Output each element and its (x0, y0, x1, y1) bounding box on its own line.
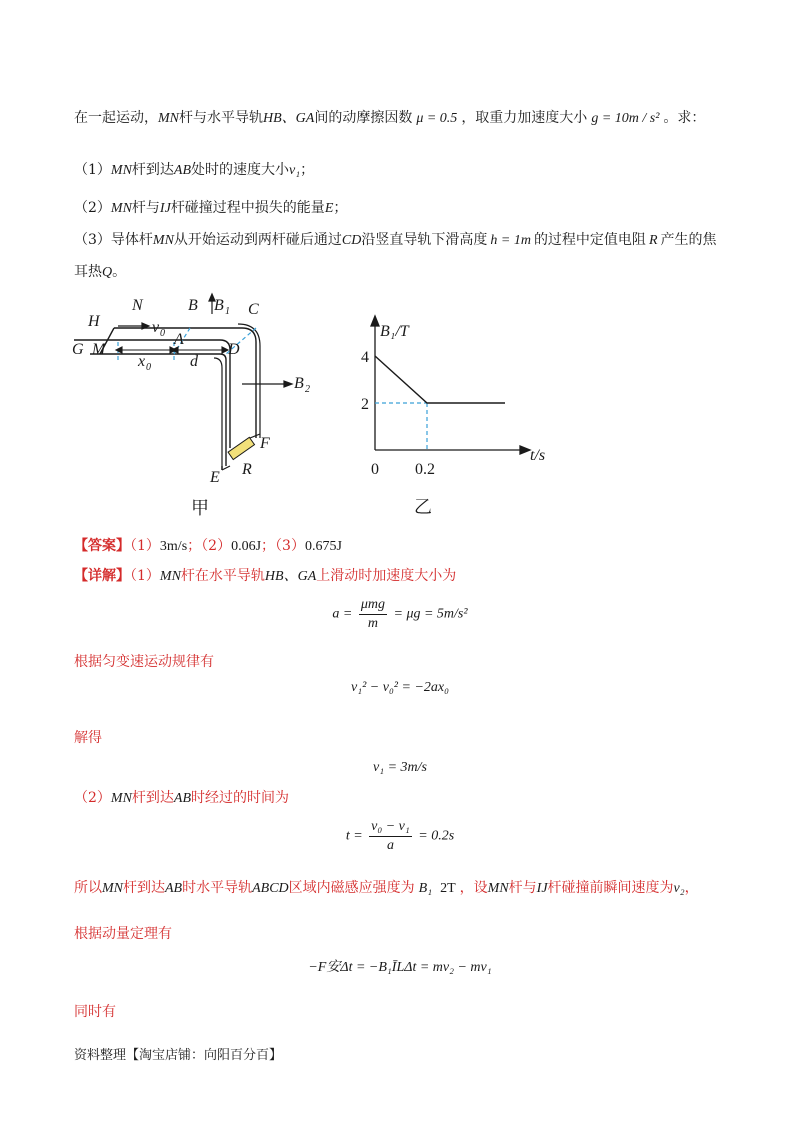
eq-num: μmg (359, 596, 387, 615)
question-number: （2） (74, 200, 111, 216)
figure-yi-chart (350, 310, 570, 520)
question-text: ； (333, 200, 348, 216)
question-3 (74, 230, 717, 251)
eq1-fraction (359, 596, 387, 633)
mn-symbol: MN (487, 881, 509, 896)
intro-text: 杆与水平导轨 (179, 110, 263, 126)
intro-text: 。求： (663, 110, 706, 126)
question-text: 沿竖直导轨下滑高度 (361, 232, 488, 248)
label-f: F (260, 435, 270, 452)
solution-number: （1） (130, 568, 160, 584)
solution-text: 杆在水平导轨 (180, 568, 265, 584)
eq-num: v₀ − v₁ (369, 818, 412, 837)
also-label: 同时有 (74, 1004, 116, 1020)
label-g: G (72, 341, 84, 358)
question-text: 耳热 (74, 264, 102, 280)
v1-symbol: v₁ (289, 163, 301, 178)
solution-text: 所以 (74, 880, 102, 896)
solution-text: 时经过的时间为 (191, 790, 290, 806)
rail-symbols: HB、GA (264, 569, 317, 584)
answer-sep: ； (261, 538, 276, 554)
caption-yi: 乙 (414, 497, 432, 518)
answer-part: （3） (275, 538, 305, 554)
question-text: 导体杆 (110, 232, 153, 248)
label-n: N (132, 297, 143, 314)
ij-symbol: IJ (159, 201, 171, 216)
question-3-cont (74, 262, 126, 283)
rail-ga-curve (220, 354, 226, 360)
label-c: C (248, 301, 259, 318)
solution-number: （2） (74, 790, 111, 806)
eq-part: t = (345, 828, 363, 844)
equation-1 (0, 596, 800, 633)
ij-symbol: IJ (536, 881, 548, 896)
y-axis-label: B₁/T (380, 323, 409, 340)
answer-part: （2） (201, 538, 232, 554)
label-d-dim: d (190, 353, 198, 370)
rail-inner-line (214, 358, 222, 470)
label-d: D (228, 341, 240, 358)
equation-2: v₁² − v₀² = −2ax₀ (351, 680, 449, 695)
eq4-fraction (369, 818, 412, 855)
b1-symbol: B₁ (418, 881, 433, 896)
answer-part: （1） (130, 538, 160, 554)
figure-jia (70, 288, 330, 528)
answer-tag: 【答案】 (74, 538, 130, 554)
label-a: A (174, 331, 184, 348)
eq-part: a = (332, 606, 353, 622)
question-number: （3） (74, 232, 111, 248)
label-r: R (242, 461, 252, 478)
label-h: H (88, 313, 100, 330)
mu-value: μ = 0.5 (416, 111, 458, 126)
eq-den: a (386, 838, 394, 853)
question-1 (74, 160, 314, 181)
cd-symbol: CD (341, 233, 362, 248)
question-text: 杆与 (131, 200, 160, 216)
law-2: 根据动量定理有 (74, 926, 172, 942)
solve-label: 解得 (74, 730, 102, 746)
intro-text: ，取重力加速度大小 (461, 110, 588, 126)
equation-3: v₁ = 3m/s (373, 760, 427, 775)
solution-2-line (74, 788, 289, 809)
solution-tag: 【详解】 (74, 568, 130, 584)
solution-text: 时水平导轨 (182, 880, 253, 896)
mn-symbol: MN (110, 791, 132, 806)
equation-5: −F安Δt = −B₁ĪLΔt = mv₂ − mv₁ (308, 960, 492, 975)
mn-symbol: MN (102, 881, 123, 896)
answer-line (74, 536, 342, 557)
rail-right-outer (242, 328, 256, 434)
label-x0: x (138, 353, 146, 370)
question-text: ； (300, 162, 315, 178)
eq-part: = μg = 5m/s² (393, 606, 468, 622)
question-text: 处时的速度大小 (191, 162, 290, 178)
series-line (375, 356, 505, 403)
y-tick-label: 2 (361, 396, 369, 413)
solution-text: ，设 (459, 880, 488, 896)
mn-symbol: MN (110, 163, 132, 178)
abcd-symbol: ABCD (252, 881, 289, 896)
rail-outer-line (238, 324, 260, 438)
label-b1: B (214, 297, 224, 314)
mn-symbol: MN (110, 201, 132, 216)
question-text: 杆碰撞过程中损失的能量 (170, 200, 325, 216)
q-symbol: Q (102, 265, 113, 280)
answer-1: 3m/s (159, 539, 188, 554)
answer-sep: ； (187, 538, 202, 554)
v2-symbol: v₂ (673, 881, 685, 896)
problem-intro-line (74, 108, 705, 129)
eq-part: = 0.2s (418, 828, 455, 844)
label-v0: v (152, 319, 160, 336)
footer-note: 资料整理【淘宝店铺：向阳百分百】 (74, 1048, 283, 1063)
label-b: B (188, 297, 198, 314)
question-text: 。 (112, 264, 127, 280)
equation-4 (0, 818, 800, 855)
y-tick-label: 4 (361, 349, 369, 366)
question-number: （1） (74, 162, 111, 178)
question-text: 产生的焦 (660, 232, 717, 248)
solution-3-line (74, 878, 699, 899)
resistor (222, 434, 260, 470)
question-text: 的过程中定值电阻 (533, 232, 646, 248)
solution-text: 杆到达 (123, 880, 165, 896)
eq-den: m (367, 616, 378, 631)
mn-symbol: MN (159, 569, 181, 584)
caption-jia: 甲 (191, 498, 209, 519)
x-tick-label: 0.2 (415, 461, 435, 478)
question-text: 从开始运动到两杆碰后通过 (173, 232, 342, 248)
g-value: g = 10m / s² (591, 111, 660, 126)
x-axis-label: t/s (530, 447, 546, 464)
label-m: M (92, 341, 106, 358)
mn-symbol: MN (158, 111, 179, 126)
ab-symbol: AB (173, 163, 192, 178)
label-b1-sub: 1 (225, 306, 230, 317)
b1-value: 2T (440, 881, 456, 896)
mn-symbol: MN (152, 233, 174, 248)
r-symbol: R (648, 233, 658, 248)
solution-text: 区域内磁感应强度为 (288, 880, 415, 896)
intro-text: 间的动摩擦因数 (314, 110, 413, 126)
answer-3: 0.675J (304, 539, 342, 554)
solution-1-line (74, 566, 456, 587)
question-text: 杆到达 (131, 162, 174, 178)
e-symbol: E (324, 201, 334, 216)
label-b2: B (294, 375, 304, 392)
answer-2: 0.06J (231, 539, 262, 554)
label-v0-sub: 0 (160, 328, 165, 339)
law-1: 根据匀变速运动规律有 (74, 654, 214, 670)
label-e: E (210, 469, 220, 486)
solution-text: 杆与 (508, 880, 537, 896)
rail-symbols: HB、GA (263, 111, 315, 126)
question-2 (74, 198, 347, 219)
solution-text: 杆到达 (131, 790, 174, 806)
h-value: h = 1m (490, 233, 531, 248)
intro-text: 在一起运动， (74, 110, 158, 126)
ab-symbol: AB (165, 881, 183, 896)
solution-text: 上滑动时加速度大小为 (316, 568, 457, 584)
solution-text: ， (684, 880, 699, 896)
label-b2-sub: 2 (305, 384, 310, 395)
solution-text: 杆碰撞前瞬间速度为 (547, 880, 674, 896)
x-tick-label: 0 (371, 461, 379, 478)
label-x0-sub: 0 (146, 362, 151, 373)
ab-symbol: AB (173, 791, 192, 806)
